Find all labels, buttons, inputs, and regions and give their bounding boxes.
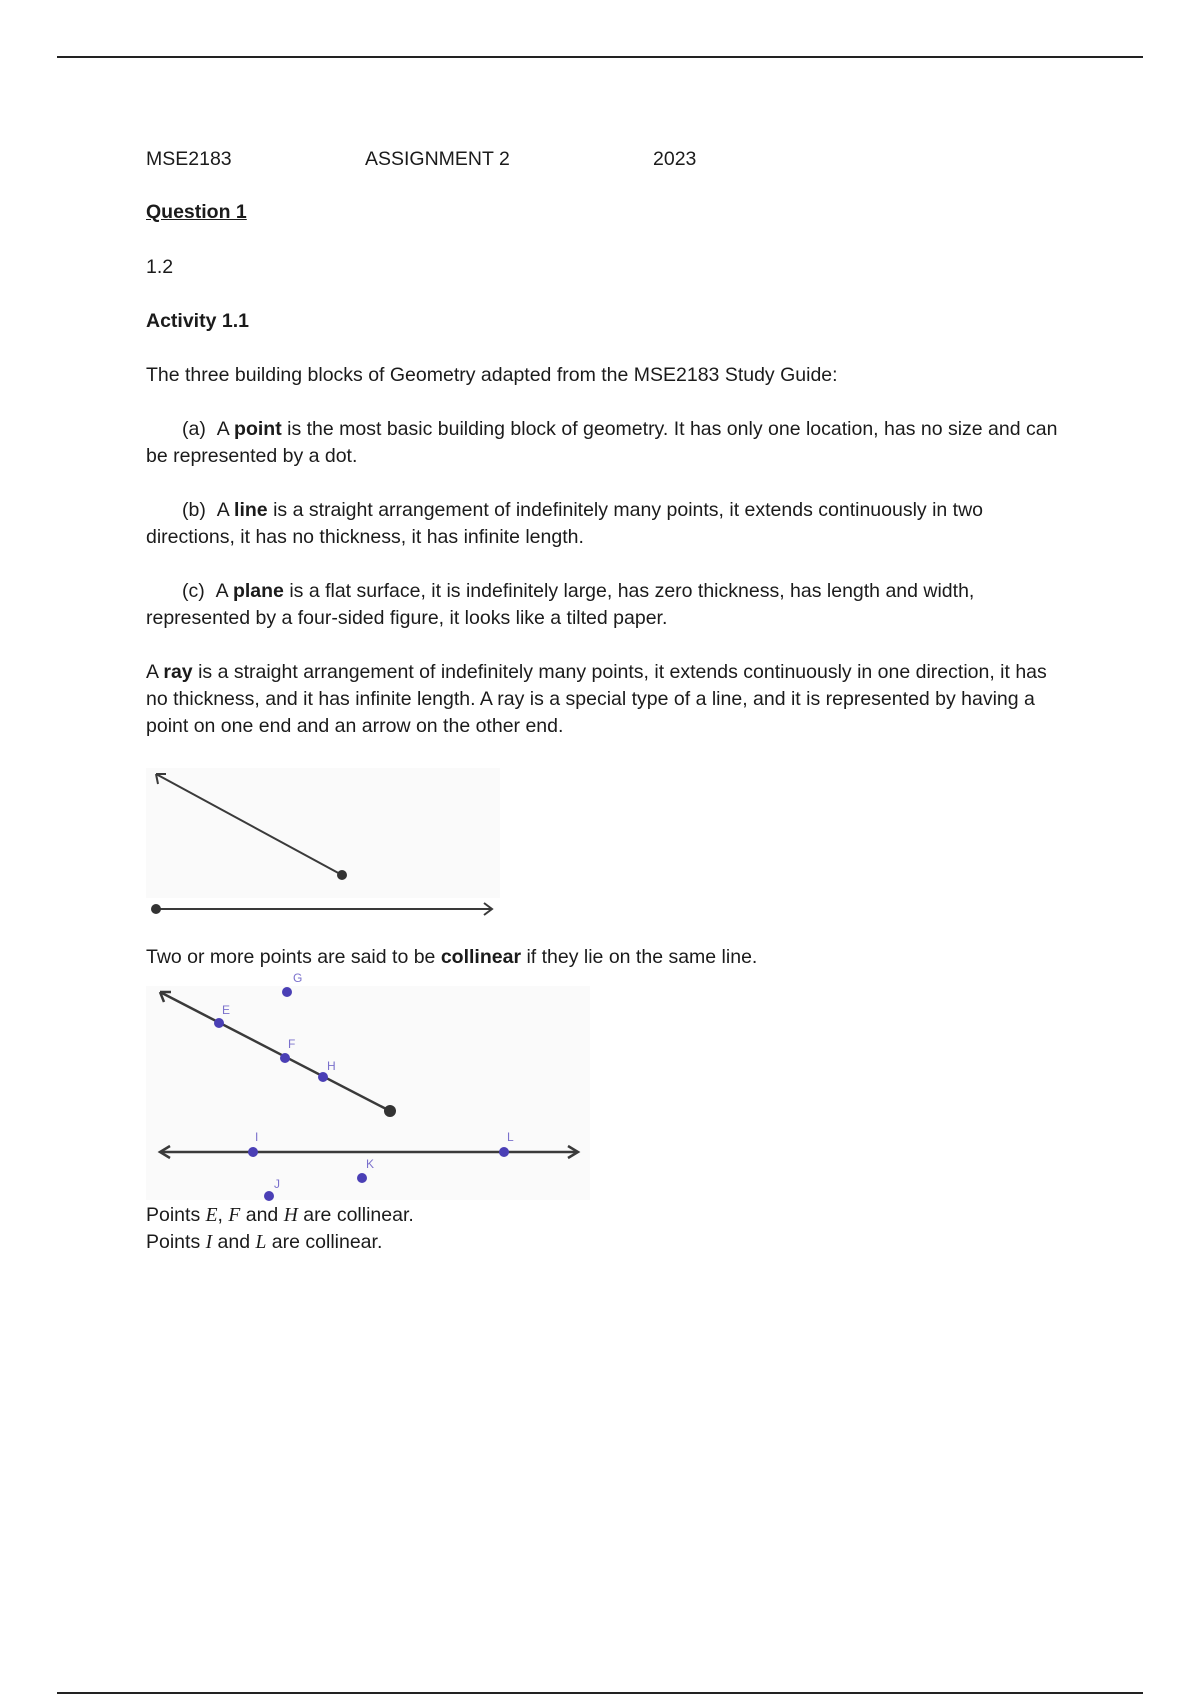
term-line: line bbox=[234, 499, 268, 521]
point-g bbox=[282, 987, 292, 997]
question-number: 1.2 bbox=[146, 256, 174, 278]
term-ray: ray bbox=[163, 661, 193, 683]
ray-figure-svg bbox=[146, 762, 506, 924]
point-e bbox=[214, 1018, 224, 1028]
document-header bbox=[146, 146, 846, 176]
ray-endpoint bbox=[151, 904, 161, 914]
definition-plane: (c) A plane is a flat surface, it is indefinitely large, has zero thickness, has length and width, represented by a four-sided figure, it looks like a tilted paper. bbox=[146, 580, 975, 629]
label-k: K bbox=[366, 1157, 375, 1171]
ray-figure bbox=[146, 762, 506, 924]
point-k bbox=[357, 1173, 367, 1183]
definition-line: (b) A line is a straight arrangement of indefinitely many points, it extends continuously in two directions, it has no thickness, it has infinite length. bbox=[146, 499, 984, 548]
definition-ray: A ray is a straight arrangement of indefinitely many points, it extends continuously in one direction, it has no thickness, and it has infinite length. A ray is a special type of a line, and it is represented by having a point on one end and an arrow on the other end. bbox=[146, 661, 1047, 737]
assignment-title: ASSIGNMENT 2 bbox=[365, 148, 510, 170]
point-l bbox=[499, 1147, 509, 1157]
definition-label: (b) bbox=[182, 499, 206, 521]
label-l: L bbox=[507, 1130, 514, 1144]
label-h: H bbox=[327, 1059, 336, 1073]
label-f: F bbox=[288, 1037, 296, 1051]
definition-label: (c) bbox=[182, 580, 205, 602]
term-collinear: collinear bbox=[440, 946, 522, 968]
collinear-result-2: Points I and L are collinear. bbox=[146, 1231, 383, 1253]
assignment-year: 2023 bbox=[653, 148, 697, 170]
collinear-figure bbox=[146, 968, 596, 1204]
label-j: J bbox=[274, 1177, 280, 1191]
point-h bbox=[318, 1072, 328, 1082]
collinear-figure-svg bbox=[146, 968, 596, 1204]
point-i bbox=[248, 1147, 258, 1157]
course-code: MSE2183 bbox=[146, 148, 232, 170]
collinear-result-1: Points E, F and H are collinear. bbox=[146, 1204, 414, 1226]
ray-endpoint bbox=[337, 870, 347, 880]
label-e: E bbox=[222, 1003, 231, 1017]
intro-text: The three building blocks of Geometry adapted from the MSE2183 Study Guide: bbox=[146, 364, 838, 386]
definition-point: (a) A point is the most basic building block of geometry. It has only one location, has no size and can be represented by a dot. bbox=[146, 418, 1058, 467]
point-f bbox=[280, 1053, 290, 1063]
collinear-definition: Two or more points are said to be collinear if they lie on the same line. bbox=[146, 946, 758, 968]
ray-endpoint bbox=[384, 1105, 396, 1117]
term-plane: plane bbox=[232, 580, 284, 602]
label-i: I bbox=[255, 1130, 259, 1144]
definition-label: (a) bbox=[182, 418, 206, 440]
term-point: point bbox=[234, 418, 282, 440]
point-j bbox=[264, 1191, 274, 1201]
bottom-rule bbox=[57, 1692, 1143, 1694]
activity-heading: Activity 1.1 bbox=[146, 310, 249, 332]
top-rule bbox=[57, 56, 1143, 58]
label-g: G bbox=[293, 971, 303, 985]
figure-background bbox=[146, 768, 500, 898]
question-title: Question 1 bbox=[146, 201, 247, 223]
